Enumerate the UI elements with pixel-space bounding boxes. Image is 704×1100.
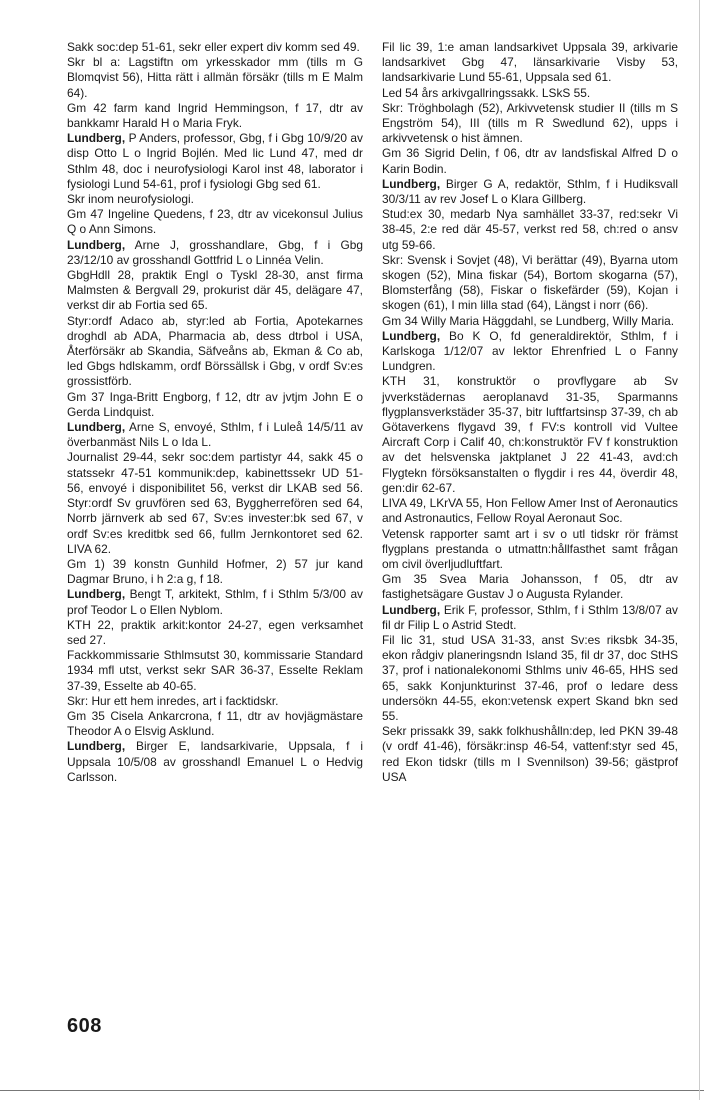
- paragraph-text: Gm 1) 39 konstn Gunhild Hofmer, 2) 57 jur kand Dagmar Bruno, i h 2:a g, f 18.: [67, 556, 363, 587]
- entry-surname: Lundberg,: [67, 237, 126, 252]
- entry-surname: Lundberg,: [67, 131, 126, 146]
- paragraph: [67, 192, 363, 207]
- page-edge: [699, 0, 700, 1100]
- paragraph-text: Journalist 29-44, sekr soc:dem partistyr 44, sakk 45 o statssekr 47-51 kommunik:dep, kabinettssekr UD 51-56, envoyé i disponibilitet 56, verkst dir LKAB sed 56. Styr:ordf Sv gruvfören sed 63, Byggherrefören sed 64, Norrb järnverk ab sed 67, Sv:es invester:bk sed 67, v ordf Sv:es kreditbk sed 66, fullm Jernkontoret sed 62. LIVA 62.: [67, 450, 363, 556]
- paragraph-text: Vetensk rapporter samt art i sv o utl tidskr rör främst flygplans prestanda o utmattn:hållfasthet samt frågan om civil överljudluftfart.: [382, 526, 678, 571]
- paragraph: [382, 527, 678, 573]
- paragraph-text: Erik F, professor, Sthlm, f i Sthlm 13/8/07 av fil dr Filip L o Astrid Stedt.: [382, 602, 678, 632]
- paragraph: [67, 557, 363, 587]
- page-number: 608: [67, 1015, 102, 1037]
- paragraph-text: Styr:ordf Adaco ab, styr:led ab Fortia, Apotekarnes droghdl ab ADA, Pharmacia ab, dess dtrbol i USA, Återförsäkr ab Skandia, Säfveåns ab, Ekman & Co ab, led Gbgs hdlskamm, ordf Börssällsk i Gbg, v ordf Sv:es grossistförb.: [67, 313, 363, 389]
- paragraph-text: Gm 47 Ingeline Quedens, f 23, dtr av vicekonsul Julius Q o Ann Simons.: [67, 207, 363, 237]
- paragraph-text: Fil lic 39, 1:e aman landsarkivet Uppsala 39, arkivarie landsarkivet Gbg 47, länsarkivarie Visby 53, landsarkivarie Lund 55-61, Uppsala sed 61.: [382, 40, 678, 85]
- entry-surname: Lundberg,: [67, 420, 126, 435]
- paragraph-text: LIVA 49, LKrVA 55, Hon Fellow Amer Inst of Aeronautics and Astronautics, Fellow Royal Aeronaut Soc.: [382, 496, 678, 526]
- paragraph: [67, 648, 363, 694]
- paragraph-text: Gm 36 Sigrid Delin, f 06, dtr av landsfiskal Alfred D o Karin Bodin.: [382, 146, 678, 176]
- left-column: [67, 40, 363, 785]
- paragraph-text: Bo K O, fd generaldirektör, Sthlm, f i Karlskoga 1/12/07 av lektor Ehrenfried L o Fanny Lundgren.: [382, 328, 678, 374]
- paragraph: [382, 633, 678, 724]
- paragraph: [382, 572, 678, 602]
- paragraph-text: GbgHdll 28, praktik Engl o Tyskl 28-30, anst firma Malmsten & Bergvall 29, prokurist där 45, delägare 47, verkst dir ab Fortia sed 65.: [67, 268, 363, 313]
- entry-heading-paragraph: [382, 329, 678, 375]
- paragraph-text: KTH 22, praktik arkit:kontor 24-27, egen verksamhet sed 27.: [67, 617, 363, 647]
- entry-heading-paragraph: [67, 587, 363, 617]
- paragraph: [67, 450, 363, 556]
- entry-heading-paragraph: [67, 739, 363, 785]
- paragraph: [67, 207, 363, 237]
- entry-heading-paragraph: [67, 238, 363, 268]
- paragraph-text: KTH 31, konstruktör o provflygare ab Sv jvverkstädernas aeroplanavd 31-35, Sparmanns flygplansverkstäder 35-37, bitr luftfartsinsp 37-39, ch ab Götaverkens flygavd 39, f FV:s kontroll vid Vultee Aircraft Corp i Calif 40, ch:konstruktör FV f konstruktion av det helsvenska jaktplanet J 22 41-43, avd:ch Flygtekn försöksanstalten o flygdir i res 44, överdir 48, gen:dir 62-67.: [382, 374, 678, 495]
- paragraph-text: Stud:ex 30, medarb Nya samhället 33-37, red:sekr Vi 38-45, 2:e red där 45-57, verkst red 58, ch:red o ansv utg 59-66.: [382, 207, 678, 252]
- paragraph: [382, 86, 678, 101]
- paragraph-text: Gm 35 Cisela Ankarcrona, f 11, dtr av hovjägmästare Theodor A o Elsvig Asklund.: [67, 708, 363, 739]
- paragraph-text: Skr bl a: Lagstiftn om yrkesskador mm (tills m G Blomqvist 56), Hitta rätt i allmän försäkr (tills m E Malm 64).: [67, 55, 363, 100]
- paragraph-text: Sekr prissakk 39, sakk folkhushålln:dep, led PKN 39-48 (v ordf 41-46), försäkr:insp 46-54, vattenf:styr sed 45, red Ekon tidskr (tills m I Svennilson) 39-56; gästprof USA: [382, 724, 678, 784]
- paragraph: [67, 694, 363, 709]
- paragraph-text: Skr inom neurofysiologi.: [67, 192, 194, 207]
- paragraph: [67, 314, 363, 390]
- paragraph: [382, 724, 678, 785]
- entry-surname: Lundberg,: [67, 739, 126, 754]
- entry-surname: Lundberg,: [382, 176, 441, 191]
- paragraph-text: Gm 37 Inga-Britt Engborg, f 12, dtr av jvtjm John E o Gerda Lindquist.: [67, 389, 363, 419]
- paragraph-text: Gm 42 farm kand Ingrid Hemmingson, f 17, dtr av bankkamr Harald H o Maria Fryk.: [67, 100, 363, 131]
- paragraph-text: Arne S, envoyé, Sthlm, f i Luleå 14/5/11 av överbanmäst Nils L o Ida L.: [67, 420, 363, 450]
- paragraph: [67, 40, 363, 55]
- paragraph: [382, 253, 678, 314]
- paragraph: [382, 496, 678, 526]
- paragraph-text: Birger G A, redaktör, Sthlm, f i Hudiksvall 30/3/11 av rev Josef L o Klara Gillberg.: [382, 176, 678, 207]
- paragraph-text: P Anders, professor, Gbg, f i Gbg 10/9/20 av disp Otto L o Ingrid Bojlén. Med lic Lund 47, med dr Sthlm 48, doc i neurofysiologi Karol inst 48, laborator i fysiologi Lund 54-61, prof i fysiologi Gbg sed 61.: [67, 131, 363, 191]
- paragraph-text: Skr: Hur ett hem inredes, art i facktidskr.: [67, 693, 279, 708]
- entry-surname: Lundberg,: [382, 602, 441, 617]
- paragraph-text: Fil lic 31, stud USA 31-33, anst Sv:es riksbk 34-35, ekon rådgiv planeringsndn Island 35, fil dr 37, doc StHS 37, prof i nationalekonomi Sthlms univ 46-65, HHS sed 65, sakk Konjunkturinst 37-46, prof o ledare dess undersökn 44-55, ekon:vetensk expert Skand bkn sed 55.: [382, 632, 678, 723]
- bottom-rule: [0, 1090, 704, 1091]
- paragraph-text: Skr: Svensk i Sovjet (48), Vi berättar (49), Byarna utom skogen (52), Mina fiskar (54), Bortom skogarna (57), Blomsterfång (58), Fiskar o fiskefärder (59), Kojan i skogen (61), I min lilla stad (64), Längst i norr (66).: [382, 252, 678, 313]
- paragraph: [382, 207, 678, 253]
- entry-surname: Lundberg,: [67, 587, 126, 602]
- entry-heading-paragraph: [67, 131, 363, 192]
- paragraph: [67, 268, 363, 314]
- paragraph: [382, 40, 678, 86]
- paragraph-text: Arne J, grosshandlare, Gbg, f i Gbg 23/12/10 av grosshandl Gottfrid L o Linnéa Velin.: [67, 237, 363, 267]
- paragraph: [67, 618, 363, 648]
- paragraph: [67, 390, 363, 420]
- paragraph: [67, 55, 363, 101]
- paragraph: [67, 101, 363, 131]
- paragraph: [382, 314, 678, 329]
- paragraph-text: Sakk soc:dep 51-61, sekr eller expert div komm sed 49.: [67, 40, 360, 54]
- paragraph-text: Led 54 års arkivgallringssakk. LSkS 55.: [382, 85, 591, 100]
- paragraph-text: Birger E, landsarkivarie, Uppsala, f i Uppsala 10/5/08 av grosshandl Emanuel L o Hedvig Carlsson.: [67, 739, 363, 784]
- right-column: [382, 40, 678, 785]
- paragraph: [382, 101, 678, 147]
- paragraph-text: Bengt T, arkitekt, Sthlm, f i Sthlm 5/3/00 av prof Teodor L o Ellen Nyblom.: [67, 587, 363, 617]
- paragraph: [67, 709, 363, 739]
- paragraph-text: Fackkommissarie Sthlmsutst 30, kommissarie Standard 1934 mfl utst, verkst sekr SAR 36-37, Esselte Reklam 37-39, Esselte ab 40-65.: [67, 648, 363, 693]
- paragraph: [382, 146, 678, 176]
- paragraph-text: Gm 34 Willy Maria Häggdahl, se Lundberg, Willy Maria.: [382, 313, 675, 328]
- entry-heading-paragraph: [382, 603, 678, 633]
- paragraph: [382, 374, 678, 496]
- paragraph-text: Skr: Tröghbolagh (52), Arkivvetensk studier II (tills m S Engström 54), III (tills m R Swedlund 62), upps i arkivvetensk o hist ämnen.: [382, 100, 678, 146]
- entry-heading-paragraph: [67, 420, 363, 450]
- entry-heading-paragraph: [382, 177, 678, 207]
- entry-surname: Lundberg,: [382, 328, 441, 343]
- paragraph-text: Gm 35 Svea Maria Johansson, f 05, dtr av fastighetsägare Gustav J o Augusta Rylander.: [382, 572, 678, 602]
